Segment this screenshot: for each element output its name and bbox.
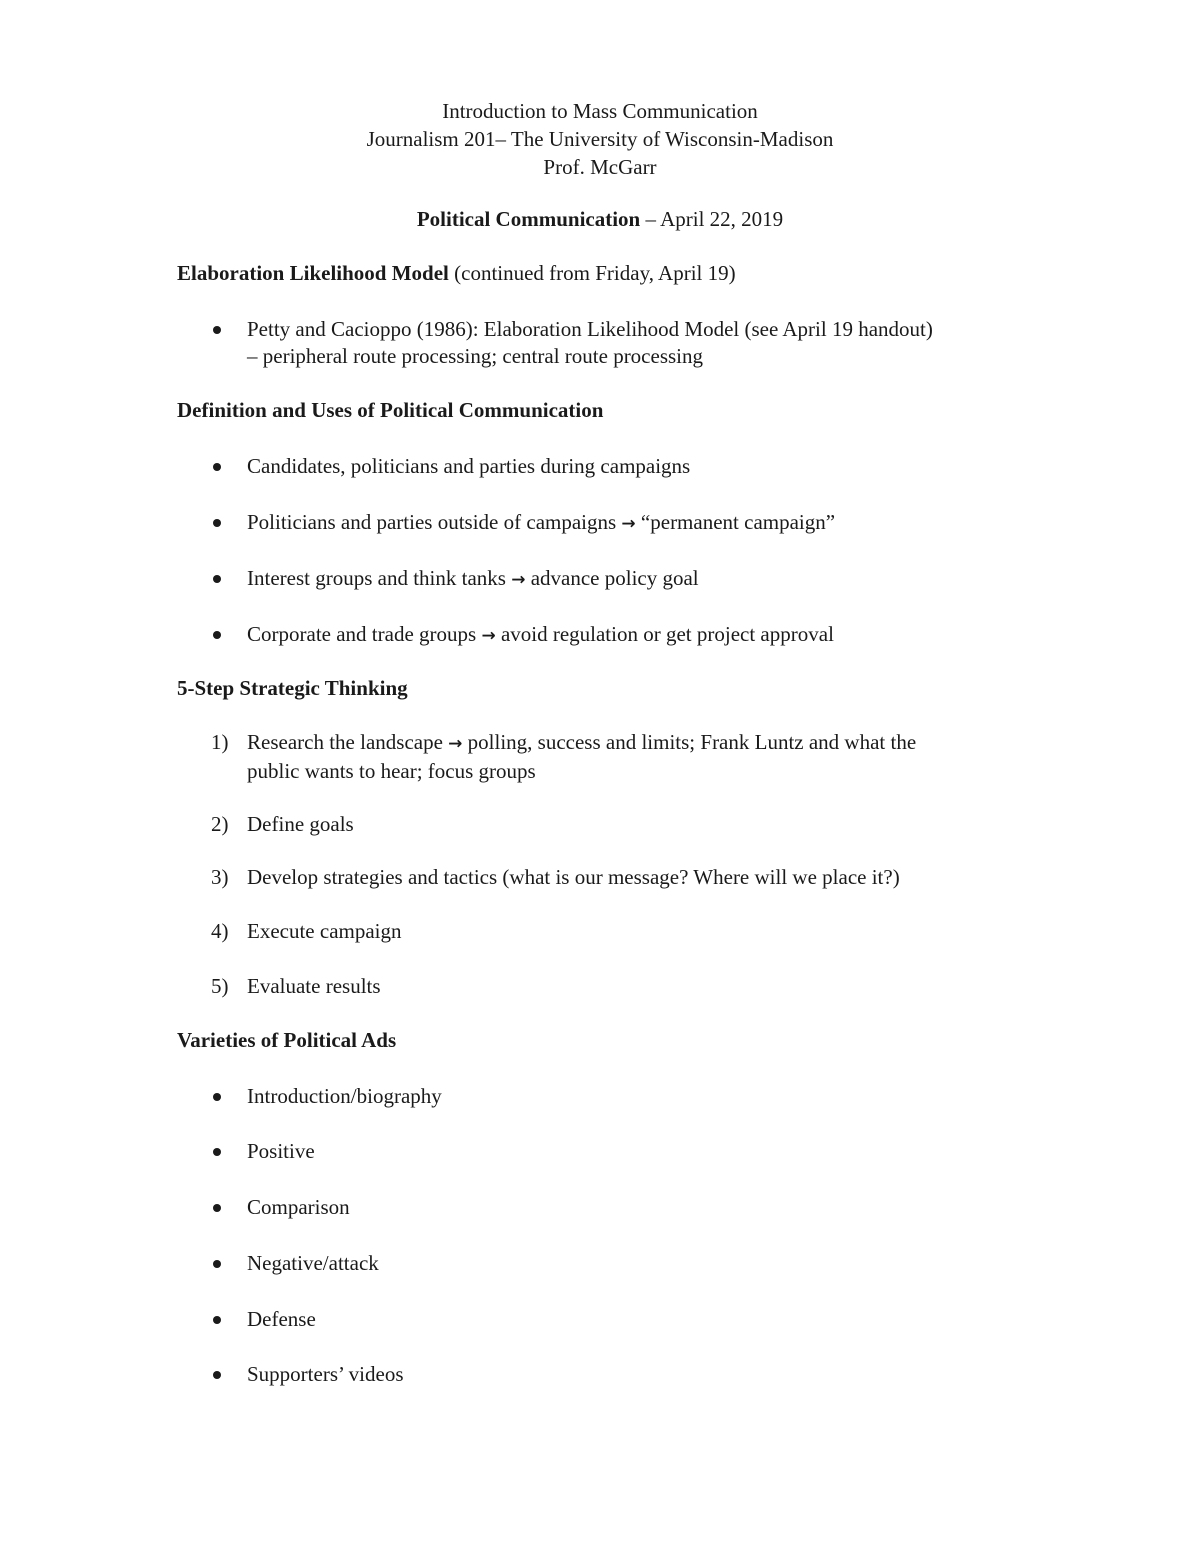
step-text-after-arrow: polling, success and limits; Frank Luntz and what the (462, 730, 917, 754)
professor-name: Prof. McGarr (543, 155, 657, 179)
lecture-topic (0, 206, 1200, 233)
elm-heading-text: Elaboration Likelihood Model (177, 261, 449, 285)
bullet-text: Supporters’ videos (247, 1362, 404, 1386)
bullet-text: Negative/attack (247, 1251, 379, 1275)
bullet-dot (213, 1148, 221, 1156)
bullet-text: Politicians and parties outside of campaigns (247, 510, 622, 534)
step-text: Evaluate results (247, 974, 381, 998)
lecture-topic-date: – April 22, 2019 (640, 207, 784, 231)
bullet-text: Interest groups and think tanks (247, 566, 512, 590)
bullet-dot (213, 326, 221, 334)
bullet-dot (213, 1316, 221, 1324)
bullet-dot (213, 1371, 221, 1379)
step-number: 4) (211, 919, 229, 943)
section-heading-ads: Varieties of Political Ads (177, 1028, 397, 1052)
bullet-dot (213, 1093, 221, 1101)
step-text: Develop strategies and tactics (what is our message? Where will we place it?) (247, 865, 900, 889)
elm-heading-note: (continued from Friday, April 19) (448, 261, 736, 285)
section-heading-definition: Definition and Uses of Political Communication (177, 398, 604, 422)
step-text-continued: public wants to hear; focus groups (247, 759, 536, 783)
section-heading-elm (177, 260, 736, 287)
bullet-text-after-arrow: advance policy goal (525, 566, 699, 590)
section-heading-steps: 5-Step Strategic Thinking (177, 676, 408, 700)
bullet-dot (213, 1260, 221, 1268)
bullet-dot (213, 575, 221, 583)
document-header (0, 97, 1200, 181)
lecture-topic-title: Political Communication (416, 207, 641, 231)
bullet-dot (213, 1204, 221, 1212)
step-text: Define goals (247, 812, 354, 836)
bullet-text: Corporate and trade groups (247, 622, 482, 646)
bullet-dot (213, 463, 221, 471)
right-arrow-icon: → (448, 734, 463, 754)
step-number: 3) (211, 865, 229, 889)
bullet-text: Introduction/biography (247, 1084, 442, 1108)
step-number: 1) (211, 730, 229, 754)
bullet-dot (213, 519, 221, 527)
bullet-dot (213, 631, 221, 639)
bullet-text: Defense (247, 1307, 316, 1331)
bullet-text: Comparison (247, 1195, 350, 1219)
step-text: Execute campaign (247, 919, 402, 943)
course-title: Introduction to Mass Communication (442, 99, 758, 123)
bullet-text-after-arrow: avoid regulation or get project approval (495, 622, 834, 646)
bullet-text: Positive (247, 1139, 315, 1163)
right-arrow-icon: → (511, 570, 526, 590)
elm-bullet-line-2: – peripheral route processing; central route processing (247, 344, 704, 368)
bullet-text-after-arrow: “permanent campaign” (635, 510, 836, 534)
elm-bullet-line-1: Petty and Cacioppo (1986): Elaboration Likelihood Model (see April 19 handout) (247, 317, 933, 341)
right-arrow-icon: → (621, 514, 636, 534)
right-arrow-icon: → (481, 626, 496, 646)
step-number: 2) (211, 812, 229, 836)
course-code: Journalism 201– The University of Wisconsin-Madison (366, 127, 834, 151)
step-text: Research the landscape (247, 730, 449, 754)
step-number: 5) (211, 974, 229, 998)
bullet-text: Candidates, politicians and parties during campaigns (247, 454, 691, 478)
